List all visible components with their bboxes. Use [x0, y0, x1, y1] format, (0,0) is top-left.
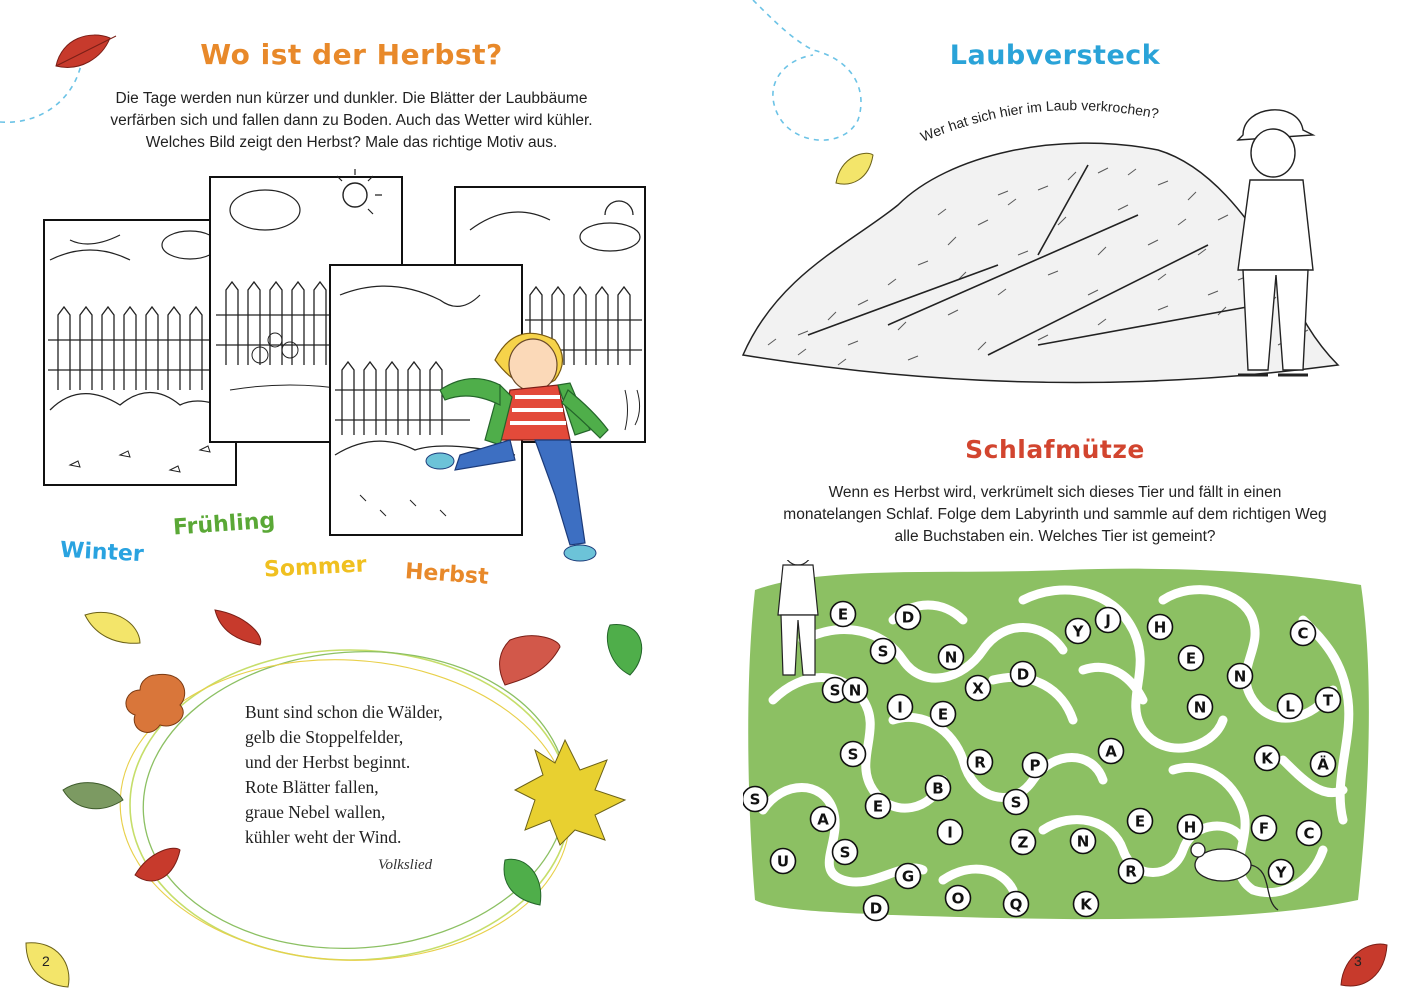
page-number-right: 3 [1354, 953, 1362, 969]
maze-letter: N [1233, 667, 1247, 686]
maze-letter-circle[interactable] [1074, 892, 1099, 917]
maze-letter: R [1125, 862, 1137, 881]
maze-letter: B [932, 779, 944, 798]
maze-letter: Y [1072, 622, 1084, 641]
maze-letter: E [937, 705, 949, 724]
maze-letter-circle[interactable] [1148, 615, 1173, 640]
maze-letter-circle[interactable] [1004, 892, 1029, 917]
maze-letter: Y [1275, 863, 1287, 882]
maze-letter: T [1322, 691, 1334, 710]
maze-letter: K [1080, 895, 1092, 914]
maze-letter-circle[interactable] [1011, 662, 1036, 687]
maze-letter: A [1105, 742, 1117, 761]
maze-letter-circle[interactable] [1178, 815, 1203, 840]
page-number-leaf-icon [1335, 935, 1395, 995]
maze-letter-circle[interactable] [1255, 746, 1280, 771]
maze-letter: E [1185, 649, 1197, 668]
maze-letter-circle[interactable] [926, 776, 951, 801]
maze-letter: F [1258, 819, 1270, 838]
maze-letter: H [1153, 618, 1167, 637]
maze-letter-circle[interactable] [1269, 860, 1294, 885]
poem-line: Rote Blätter fallen, [245, 777, 379, 797]
maze-letter: Z [1017, 833, 1029, 852]
intro-line: Welches Bild zeigt den Herbst? Male das richtige Motiv aus. [145, 134, 558, 151]
maze-letter: D [869, 899, 883, 918]
poem-line: graue Nebel wallen, [245, 802, 386, 822]
intro-line: verfärben sich und fallen dann zu Boden. Auch das Wetter wird kühler. [110, 112, 593, 129]
poem [245, 700, 443, 850]
maze-letter-circle[interactable] [946, 886, 971, 911]
poem-author: Volkslied [378, 857, 433, 873]
left-page [0, 0, 703, 1000]
maze-letter-circle[interactable] [1311, 752, 1336, 777]
maze-letter: A [817, 810, 829, 829]
green-leaf-icon [607, 625, 641, 675]
maze-letter: C [1303, 824, 1315, 843]
maze-letter-circle[interactable] [1316, 688, 1341, 713]
maze-letter: S [847, 745, 859, 764]
maze-letter-circle[interactable] [1228, 664, 1253, 689]
yellow-leaf-icon [85, 612, 140, 643]
maze-letter-circle[interactable] [1004, 790, 1029, 815]
intro-line: Wenn es Herbst wird, verkrümelt sich dieses Tier und fällt in einen [828, 484, 1282, 501]
season-word-sommer[interactable]: Sommer [263, 552, 368, 583]
maze-letter: E [837, 605, 849, 624]
maze-letter: U [776, 852, 790, 871]
letter-maze[interactable] [743, 560, 1383, 940]
maze-letter-circle[interactable] [843, 678, 868, 703]
intro-line: alle Buchstaben ein. Welches Tier ist gemeint? [894, 528, 1216, 545]
poem-line: und der Herbst beginnt. [245, 752, 411, 772]
green-leaf-icon [504, 859, 541, 905]
maze-letter-circle[interactable] [771, 849, 796, 874]
maze-letter-circle[interactable] [1023, 753, 1048, 778]
maze-letter: L [1285, 697, 1295, 716]
maze-letter-circle[interactable] [1291, 621, 1316, 646]
maze-letter-circle[interactable] [1128, 809, 1153, 834]
maze-letter: K [1261, 749, 1273, 768]
intro-line: monatelangen Schlaf. Folge dem Labyrinth und sammle auf dem richtigen Weg [783, 506, 1327, 523]
maze-letter-circle[interactable] [743, 787, 768, 812]
maze-letter-circle[interactable] [1071, 829, 1096, 854]
right-page [703, 0, 1407, 1000]
maze-letter-circle[interactable] [871, 639, 896, 664]
maze-letter: D [901, 608, 915, 627]
maze-letter-circle[interactable] [939, 645, 964, 670]
maze-letter-circle[interactable] [888, 695, 913, 720]
season-pictures-illustration [30, 165, 670, 585]
leaf-pile-illustration [738, 95, 1378, 415]
maze-letter-circle[interactable] [1252, 816, 1277, 841]
season-word-fruehling[interactable]: Frühling [172, 508, 277, 541]
maze-letter-circle[interactable] [968, 750, 993, 775]
maze-letter: N [848, 681, 862, 700]
maze-letter: H [1183, 818, 1197, 837]
maze-letter: D [1016, 665, 1030, 684]
maze-letter: C [1297, 624, 1309, 643]
maze-letter-circle[interactable] [966, 676, 991, 701]
maze-letter-circle[interactable] [811, 807, 836, 832]
maze-letter: S [1010, 793, 1022, 812]
maze-letter: P [1029, 756, 1041, 775]
maze-letter: J [1105, 611, 1111, 630]
maze-letter-circle[interactable] [896, 864, 921, 889]
red-leaf-icon [500, 636, 560, 685]
season-word-herbst[interactable]: Herbst [404, 559, 490, 590]
maze-letter-circle[interactable] [1297, 821, 1322, 846]
maze-letter: N [1076, 832, 1090, 851]
maze-letter-circle[interactable] [866, 794, 891, 819]
page-number-left: 2 [42, 953, 50, 969]
maze-letter: X [972, 679, 984, 698]
maze-letter: N [944, 648, 958, 667]
maze-letter-circle[interactable] [1066, 619, 1091, 644]
maze-letter: E [1134, 812, 1146, 831]
picture-autumn [44, 220, 236, 485]
season-word-winter[interactable]: Winter [59, 537, 145, 568]
page-title-laubversteck: Laubversteck [949, 40, 1161, 71]
maze-letter-circle[interactable] [1179, 646, 1204, 671]
maze-letter: R [974, 753, 986, 772]
maze-letter: I [947, 823, 953, 842]
maze-letter-circle[interactable] [1096, 608, 1121, 633]
poem-line: kühler weht der Wind. [245, 827, 402, 847]
maze-letter-circle[interactable] [833, 840, 858, 865]
maze-letter-circle[interactable] [1099, 739, 1124, 764]
page-title-left: Wo ist der Herbst? [200, 38, 503, 71]
maze-letter: N [1193, 698, 1207, 717]
maze-letter-circle[interactable] [896, 605, 921, 630]
maze-letter-circle[interactable] [1188, 695, 1213, 720]
maze-letter: E [872, 797, 884, 816]
maze-letter: S [839, 843, 851, 862]
maze-letter-circle[interactable] [864, 896, 889, 921]
maple-leaf-icon [515, 740, 625, 845]
maze-letter: S [749, 790, 761, 809]
maze-letter-circle[interactable] [938, 820, 963, 845]
intro-line: Die Tage werden nun kürzer und dunkler. Die Blätter der Laubbäume [115, 90, 588, 107]
maze-letter-circle[interactable] [1278, 694, 1303, 719]
intro-text-right [743, 482, 1367, 548]
maze-letter: Ä [1317, 755, 1329, 774]
maze-letter: I [897, 698, 903, 717]
maze-letter-circle[interactable] [931, 702, 956, 727]
red-leaf-icon [215, 610, 261, 645]
maze-letter: S [829, 681, 841, 700]
oak-leaf-icon [126, 674, 185, 732]
maze-letter: Q [1009, 895, 1023, 914]
poem-line: gelb die Stoppelfelder, [245, 727, 404, 747]
green-leaf-icon [63, 783, 123, 809]
maze-letter: O [951, 889, 965, 908]
page-title-schlafmuetze: Schlafmütze [965, 435, 1145, 464]
maze-letter-circle[interactable] [831, 602, 856, 627]
maze-letter-circle[interactable] [1119, 859, 1144, 884]
maze-letter: G [901, 867, 915, 886]
maze-letter: S [877, 642, 889, 661]
question-text: Wer hat sich hier im Laub verkrochen? [917, 97, 1161, 145]
intro-text-left [60, 88, 643, 154]
poem-line: Bunt sind schon die Wälder, [245, 702, 443, 722]
maze-letter-circle[interactable] [841, 742, 866, 767]
maze-letter-circle[interactable] [1011, 830, 1036, 855]
